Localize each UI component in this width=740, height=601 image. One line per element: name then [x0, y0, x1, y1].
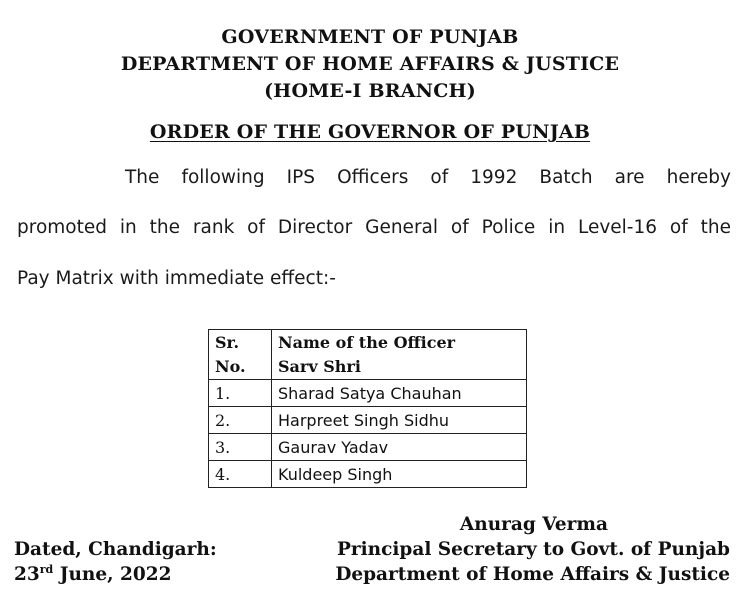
signatory-name: Anurag Verma — [459, 514, 608, 535]
date-rest: June, 2022 — [53, 564, 172, 585]
header-sr-line1: Sr. — [215, 333, 240, 352]
officers-table — [208, 329, 527, 488]
header-branch: (HOME-I BRANCH) — [264, 80, 476, 102]
cell-sr: 4. — [209, 461, 272, 488]
body-line-3: Pay Matrix with immediate effect:- — [17, 268, 336, 289]
header-name-line2: Sarv Shri — [278, 357, 361, 376]
header-government: GOVERNMENT OF PUNJAB — [221, 26, 519, 48]
header-sr-line2: No. — [215, 357, 246, 376]
signature-block — [335, 512, 730, 587]
header-officer-name — [272, 330, 527, 380]
signatory-title: Principal Secretary to Govt. of Punjab — [336, 539, 730, 560]
table-row — [209, 461, 527, 488]
order-title: ORDER OF THE GOVERNOR OF PUNJAB — [149, 121, 591, 143]
cell-sr: 2. — [209, 407, 272, 434]
cell-sr: 1. — [209, 380, 272, 407]
table-header-row — [209, 330, 527, 380]
header-sr-no — [209, 330, 272, 380]
table-row — [209, 407, 527, 434]
date-value — [14, 562, 217, 587]
cell-sr: 3. — [209, 434, 272, 461]
date-day: 23 — [14, 564, 40, 585]
cell-name: Sharad Satya Chauhan — [272, 380, 527, 407]
signatory-department: Department of Home Affairs & Justice — [335, 564, 730, 585]
table-row — [209, 380, 527, 407]
header-department: DEPARTMENT OF HOME AFFAIRS & JUSTICE — [120, 53, 620, 75]
header-name-line1: Name of the Officer — [278, 333, 456, 352]
table-row — [209, 434, 527, 461]
body-line-2: promoted in the rank of Director General of Police in Level-16 of the — [17, 217, 731, 238]
cell-name: Kuldeep Singh — [272, 461, 527, 488]
date-block — [14, 537, 217, 587]
cell-name: Harpreet Singh Sidhu — [272, 407, 527, 434]
body-line-1: The following IPS Officers of 1992 Batch are hereby — [125, 167, 731, 188]
cell-name: Gaurav Yadav — [272, 434, 527, 461]
date-suffix: rd — [39, 562, 54, 576]
dated-label: Dated, Chandigarh: — [14, 539, 217, 560]
